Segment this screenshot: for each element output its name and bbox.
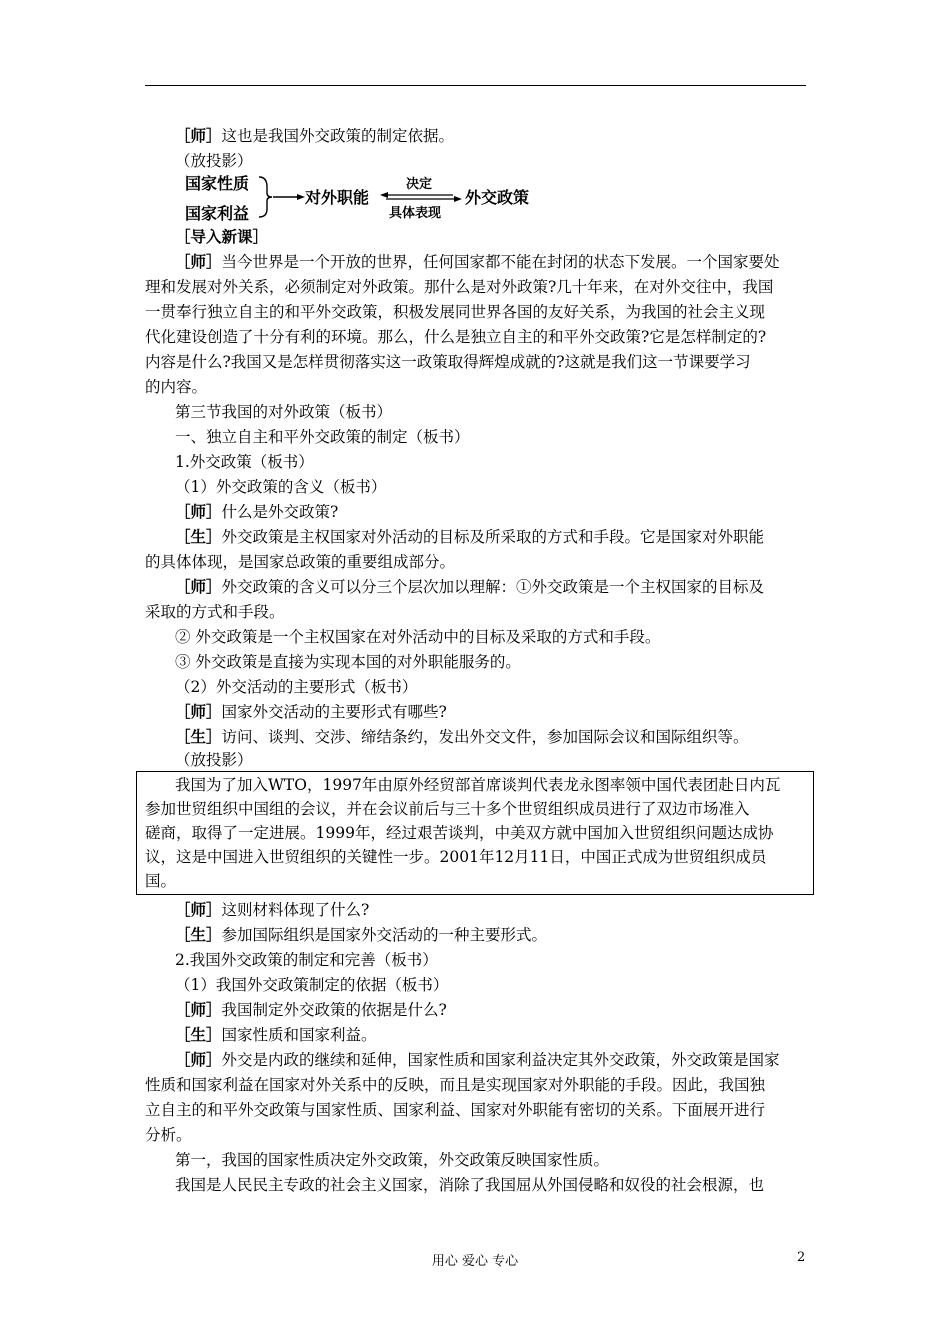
text-line: 性质和国家利益在国家对外关系中的反映，而且是实现国家对外职能的手段。因此，我国独: [145, 1076, 766, 1094]
relation-diagram: [183, 171, 563, 227]
diagram-arrow-bottom: 具体表现: [389, 206, 442, 221]
text-line: ［生］国家性质和国家利益。: [175, 1026, 377, 1044]
text-line: 一、独立自主和平外交政策的制定（板书）: [175, 428, 470, 446]
text-line: 立自主的和平外交政策与国家性质、国家利益、国家对外职能有密切的关系。下面展开进行: [145, 1101, 766, 1119]
section-heading: ［导入新课］: [175, 228, 269, 246]
text-line: ［生］访问、谈判、交涉、缔结条约，发出外交文件，参加国际会议和国际组织等。: [175, 728, 749, 746]
text-line: 一贯奉行独立自主的和平外交政策，积极发展同世界各国的友好关系，为我国的社会主义现: [145, 303, 766, 321]
text-line: 的具体体现，是国家总政策的重要组成部分。: [145, 553, 456, 571]
text-line: （1）外交政策的含义（板书）: [175, 478, 387, 496]
text-line: 第三节我国的对外政策（板书）: [175, 403, 393, 421]
text-line: ［师］这则材料体现了什么?: [175, 901, 370, 919]
header-rule: [145, 85, 806, 86]
text-line: 分析。: [145, 1126, 192, 1144]
text-line: 议，这是中国进入世贸组织的关键性一步。2001年12月11日，中国正式成为世贸组织成员: [145, 848, 767, 866]
text-line: 内容是什么?我国又是怎样贯彻落实这一政策取得辉煌成就的?这就是我们这一节课要学习: [145, 353, 751, 371]
text-line: （放投影）: [175, 152, 253, 170]
text-line: 2.我国外交政策的制定和完善（板书）: [175, 951, 438, 969]
text-line: ［生］参加国际组织是国家外交活动的一种主要形式。: [175, 926, 548, 944]
diagram-left-top: 国家性质: [185, 174, 250, 193]
text-line: 第一，我国的国家性质决定外交政策，外交政策反映国家性质。: [175, 1151, 610, 1169]
text-line: ［师］这也是我国外交政策的制定依据。: [175, 127, 455, 145]
diagram-left-bottom: 国家利益: [185, 204, 250, 223]
text-line: （2）外交活动的主要形式（板书）: [175, 678, 418, 696]
text-line: 1.外交政策（板书）: [175, 453, 314, 471]
text-line: （放投影）: [175, 751, 253, 769]
text-line: ［师］什么是外交政策?: [175, 503, 339, 521]
text-line: ③ 外交政策是直接为实现本国的对外职能服务的。: [175, 653, 521, 671]
diagram-arrow-top: 决定: [406, 177, 433, 192]
text-line: ② 外交政策是一个主权国家在对外活动中的目标及采取的方式和手段。: [175, 628, 661, 646]
text-line: ［师］外交政策的含义可以分三个层次加以理解：①外交政策是一个主权国家的目标及: [175, 578, 765, 596]
diagram-middle: 对外职能: [305, 188, 370, 207]
text-line: ［师］当今世界是一个开放的世界，任何国家都不能在封闭的状态下发展。一个国家要处: [175, 253, 780, 271]
text-line: ［生］外交政策是主权国家对外活动的目标及所采取的方式和手段。它是国家对外职能: [175, 528, 765, 546]
diagram-right: 外交政策: [465, 188, 530, 207]
text-line: 的内容。: [145, 378, 208, 396]
text-line: （1）我国外交政策制定的依据（板书）: [175, 976, 449, 994]
text-line: 国。: [145, 872, 177, 890]
text-line: ［师］外交是内政的继续和延伸，国家性质和国家利益决定其外交政策，外交政策是国家: [175, 1051, 780, 1069]
page-footer: 用心 爱心 专心: [431, 1254, 519, 1269]
text-line: 代化建设创造了十分有利的环境。那么，什么是独立自主的和平外交政策?它是怎样制定的?: [145, 328, 767, 346]
text-line: 我国是人民民主专政的社会主义国家，消除了我国屈从外国侵略和奴役的社会根源，也: [175, 1176, 765, 1194]
text-line: 参加世贸组织中国组的会议，并在会议前后与三十多个世贸组织成员进行了双边市场准入: [145, 800, 750, 818]
text-line: 理和发展对外关系，必须制定对外政策。那什么是对外政策?几十年来，在对外交往中，我国: [145, 278, 774, 296]
text-line: 我国为了加入WTO，1997年由原外经贸部首席谈判代表龙永图率领中国代表团赴日内瓦: [175, 776, 781, 794]
text-line: 磋商，取得了一定进展。1999年，经过艰苦谈判，中美双方就中国加入世贸组织问题达成协: [145, 824, 774, 842]
text-line: 采取的方式和手段。: [145, 603, 285, 621]
text-line: ［师］国家外交活动的主要形式有哪些?: [175, 703, 447, 721]
text-line: ［师］我国制定外交政策的依据是什么?: [175, 1001, 447, 1019]
page-number: 2: [797, 1250, 806, 1265]
